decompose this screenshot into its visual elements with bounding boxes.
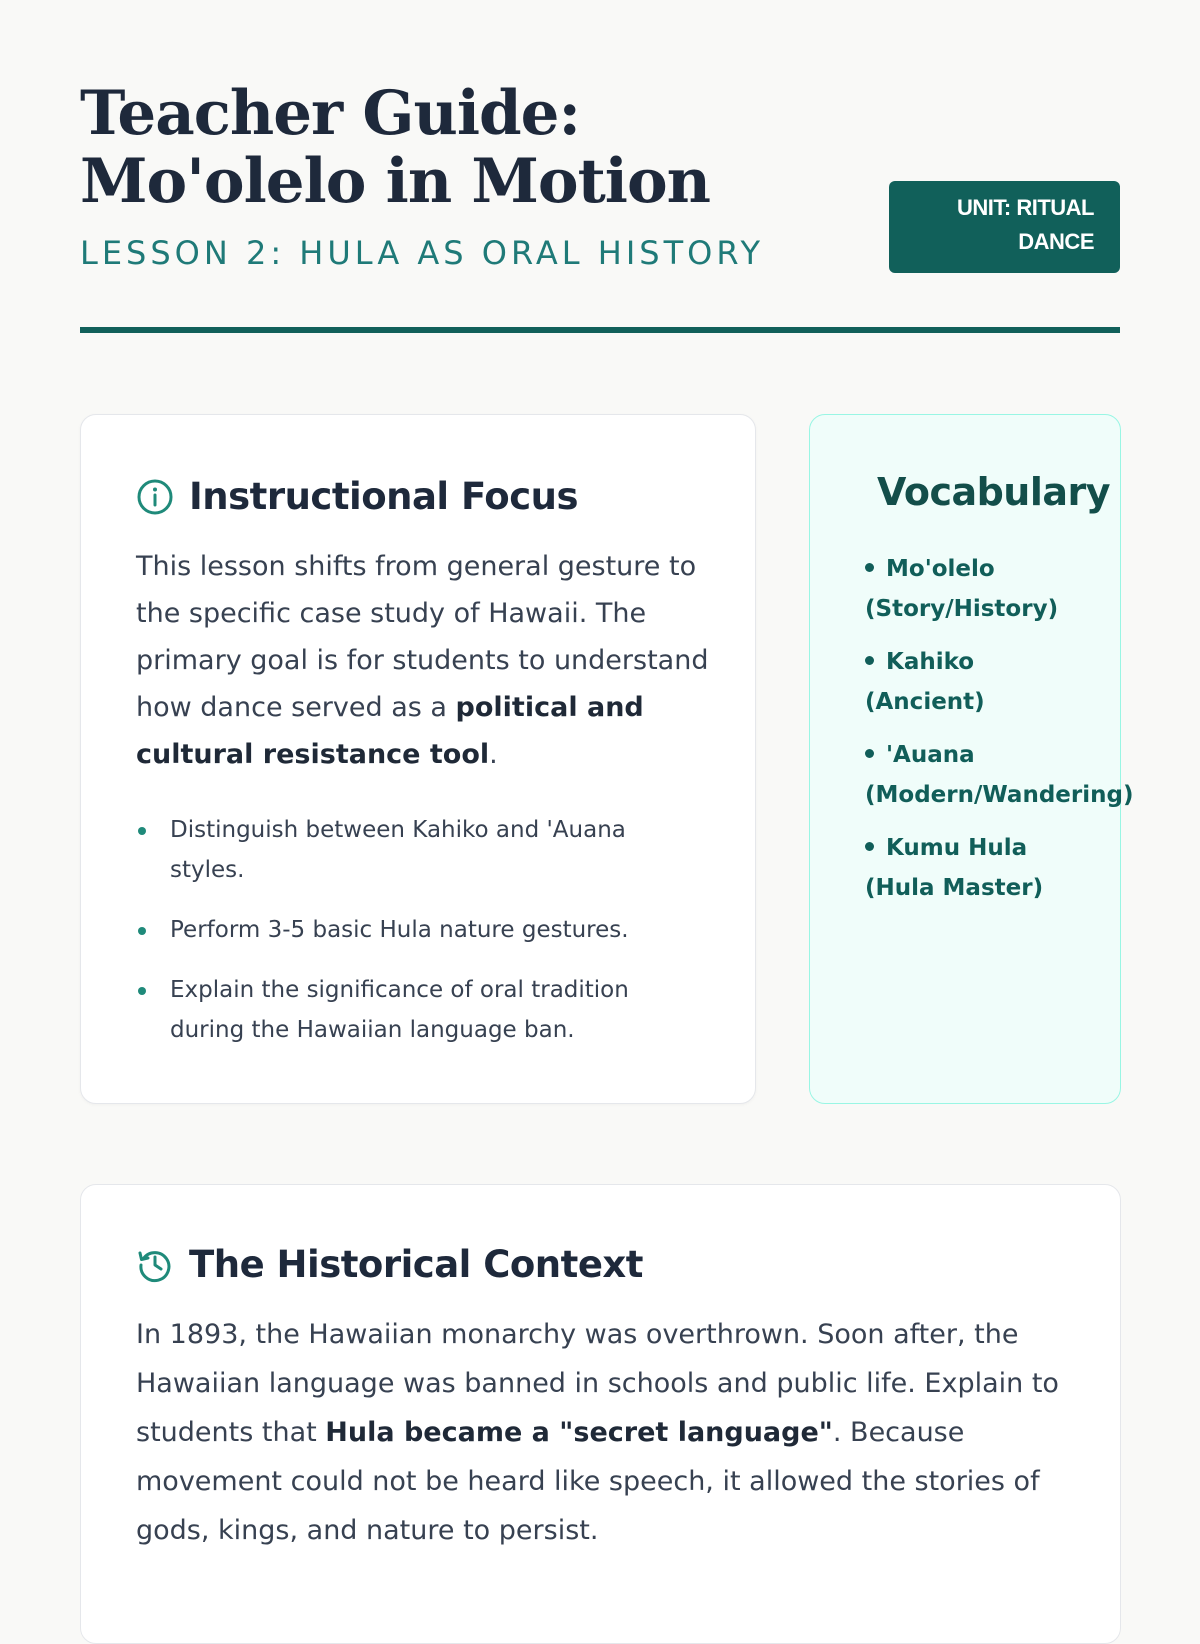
vocab-meaning: (Ancient) [865, 689, 985, 715]
bullet-icon [865, 842, 874, 851]
vocab-item [865, 828, 1125, 908]
vocab-term: Kumu Hula [886, 835, 1028, 861]
vocabulary-card [809, 414, 1134, 1104]
history-text-start: In 1893, the Hawaiian monarchy was overthrown. Soon after, the Hawaiian language was banned in schools and public life. Explain to students that [136, 1319, 1059, 1448]
history-clock-icon [135, 1245, 175, 1285]
goal-list [136, 810, 696, 1070]
list-item [136, 910, 696, 950]
info-circle-icon [135, 477, 175, 517]
page-title: Teacher Guide: Mo'olelo in Motion [80, 78, 711, 217]
vocabulary-list [865, 549, 1134, 921]
unit-badge-line1: UNIT: RITUAL [957, 195, 1094, 220]
focus-intro [136, 543, 716, 778]
history-text-end: . Because movement could not be heard like speech, it allowed the stories of gods, kings, and nature to persist. [136, 1417, 1040, 1546]
historical-context-text [136, 1310, 1076, 1555]
instructional-focus-title: Instructional Focus [189, 475, 578, 518]
instructional-focus-card [80, 414, 756, 1104]
history-text-emphasis: Hula became a "secret language" [325, 1417, 833, 1448]
bullet-icon [865, 563, 874, 572]
bullet-icon [138, 987, 146, 995]
historical-context-card [80, 1184, 1121, 1644]
vocab-term: Kahiko [886, 649, 975, 675]
vocab-term: 'Auana [886, 742, 975, 768]
unit-badge [889, 181, 1120, 273]
bullet-icon [865, 656, 874, 665]
goal-text: Explain the significance of oral tradition during the Hawaiian language ban. [170, 977, 629, 1043]
unit-badge-line2: DANCE [1018, 229, 1094, 254]
vocab-item [865, 549, 1125, 629]
focus-intro-end: . [489, 739, 498, 770]
goal-text: Perform 3-5 basic Hula nature gestures. [170, 917, 629, 943]
vocab-item [865, 642, 1125, 722]
historical-context-heading [135, 1243, 643, 1286]
vocabulary-heading: Vocabulary [877, 470, 1111, 514]
goal-text: Distinguish between Kahiko and 'Auana styles. [170, 817, 626, 883]
page-header [80, 80, 1120, 272]
historical-context-title: The Historical Context [189, 1243, 643, 1286]
bullet-icon [138, 927, 146, 935]
bullet-icon [138, 827, 146, 835]
vocab-meaning: (Hula Master) [865, 875, 1044, 901]
header-divider [80, 327, 1120, 333]
list-item [136, 810, 696, 890]
bullet-icon [865, 749, 874, 758]
focus-intro-text: This lesson shifts from general gesture to the specific case study of Hawaii. The primary goal is for students to understand how dance served as a [136, 551, 709, 723]
instructional-focus-heading [135, 475, 578, 518]
vocab-term: Mo'olelo [886, 556, 995, 582]
focus-intro-emphasis: political and cultural resistance tool [136, 692, 644, 770]
lesson-subtitle: LESSON 2: HULA AS ORAL HISTORY [80, 234, 765, 272]
vocab-meaning: (Modern/Wandering) [865, 782, 1134, 808]
vocab-meaning: (Story/History) [865, 596, 1059, 622]
list-item [136, 970, 696, 1050]
vocab-item [865, 735, 1134, 815]
